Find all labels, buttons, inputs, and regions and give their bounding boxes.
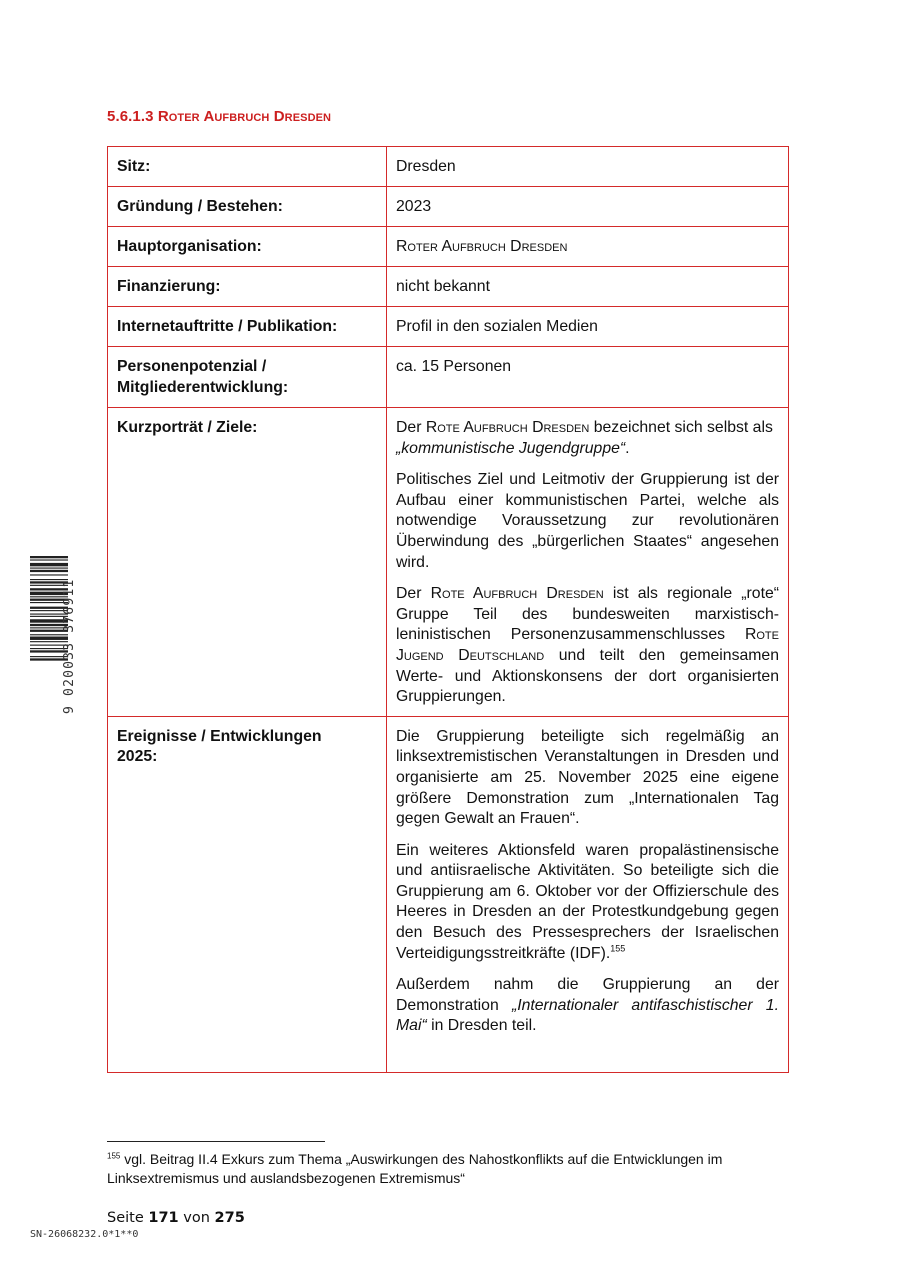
paragraph bbox=[396, 584, 779, 708]
row-label-line-1: Personenpotenzial / bbox=[117, 358, 267, 375]
row-value: nicht bekannt bbox=[387, 267, 789, 307]
footnote-ref: 155 bbox=[610, 943, 626, 954]
row-label-line-2: 2025: bbox=[117, 748, 158, 766]
row-label: Sitz: bbox=[108, 147, 387, 187]
row-label-line-2: Mitgliederentwicklung: bbox=[117, 378, 289, 396]
paragraph bbox=[396, 975, 779, 1037]
row-label bbox=[108, 716, 387, 1072]
page-number bbox=[107, 1210, 245, 1226]
text: Der bbox=[396, 419, 426, 436]
footnote-number: 155 bbox=[107, 1151, 121, 1161]
row-value: 2023 bbox=[387, 187, 789, 227]
org-name: Rote Aufbruch Dresden bbox=[425, 419, 590, 436]
text: Ein weiteres Aktionsfeld waren propalästinensische und antiisraelische Aktivitäten. So beteiligte sich die Gruppierung am 6. Oktober vor der Offizierschule des Heeres in Dresden an der Protestkundgebung gegen den Besuch des Pressesprechers der Israelischen Verteidigungsstreitkräfte (IDF). bbox=[396, 841, 779, 962]
table-row bbox=[108, 307, 789, 347]
paragraph bbox=[396, 418, 779, 459]
org-name: Rote Aufbruch Dresden bbox=[430, 585, 604, 603]
org-name: Rote Jugend Deutschland bbox=[396, 626, 779, 664]
row-label-line-1: Ereignisse / Entwicklungen bbox=[117, 727, 322, 745]
row-label bbox=[108, 347, 387, 408]
document-code: SN-26068232.0*1**0 bbox=[30, 1229, 139, 1240]
paragraph: Die Gruppierung beteiligte sich regelmäßig an linksextremistischen Veranstaltungen in Dresden und organisierte am 25. November 2025 eine eigene größere Demonstration zum „Internationalen Tag gegen Gewalt an Frauen“. bbox=[396, 727, 779, 828]
section-heading: 5.6.1.3 Roter Aufbruch Dresden bbox=[107, 108, 332, 125]
table-row bbox=[108, 187, 789, 227]
total-pages: 275 bbox=[214, 1210, 245, 1226]
table-row bbox=[108, 347, 789, 408]
quote: „Internationaler antifaschistischer 1. Mai“ bbox=[396, 996, 779, 1035]
row-label: Internetauftritte / Publikation: bbox=[108, 307, 387, 347]
row-label: Hauptorganisation: bbox=[108, 227, 387, 267]
current-page: 171 bbox=[148, 1210, 179, 1226]
profile-table bbox=[107, 146, 789, 1073]
footnote-text: vgl. Beitrag II.4 Exkurs zum Thema „Auswirkungen des Nahostkonflikts auf die Entwicklungen im Linksextremismus und auslandsbezogenen Extremismus“ bbox=[107, 1151, 723, 1186]
row-label: Finanzierung: bbox=[108, 267, 387, 307]
page-middle: von bbox=[178, 1210, 215, 1226]
row-value: ca. 15 Personen bbox=[387, 347, 789, 408]
footnote-divider bbox=[107, 1141, 325, 1142]
table-row bbox=[108, 267, 789, 307]
row-value bbox=[387, 408, 789, 717]
text: und teilt den gemeinsamen Werte- und Aktionskonsens der dort organisierten Gruppierungen. bbox=[396, 646, 779, 706]
row-value: Profil in den sozialen Medien bbox=[387, 307, 789, 347]
barcode-number: 9 020033 376911 bbox=[62, 578, 77, 714]
page-prefix: Seite bbox=[107, 1210, 149, 1226]
text: . bbox=[625, 439, 630, 457]
text: ist als regionale „rote“ Gruppe Teil des bundesweiten marxistisch-leninistischen Personenzusammenschlusses bbox=[396, 585, 780, 644]
table-row bbox=[108, 147, 789, 187]
text: in Dresden teil. bbox=[426, 1017, 537, 1035]
table-row bbox=[108, 716, 789, 1072]
row-value bbox=[387, 716, 789, 1072]
footnote bbox=[107, 1150, 787, 1188]
row-label: Kurzporträt / Ziele: bbox=[108, 408, 387, 717]
quote: „kommunistische Jugendgruppe“ bbox=[396, 439, 626, 457]
row-value: Dresden bbox=[387, 147, 789, 187]
table-row bbox=[108, 227, 789, 267]
row-value: Roter Aufbruch Dresden bbox=[387, 227, 789, 267]
row-label: Gründung / Bestehen: bbox=[108, 187, 387, 227]
paragraph: Politisches Ziel und Leitmotiv der Gruppierung ist der Aufbau einer kommunistischen Partei, welche als notwendige Voraussetzung zur revolutionären Überwindung des „bürgerlichen Staates“ angesehen wird. bbox=[396, 471, 779, 571]
text: Außerdem nahm die Gruppierung an der Demonstration bbox=[396, 976, 779, 1014]
text: bezeichnet sich selbst als bbox=[589, 419, 773, 436]
paragraph bbox=[396, 841, 779, 965]
table-row bbox=[108, 408, 789, 717]
text: Der bbox=[396, 585, 431, 603]
